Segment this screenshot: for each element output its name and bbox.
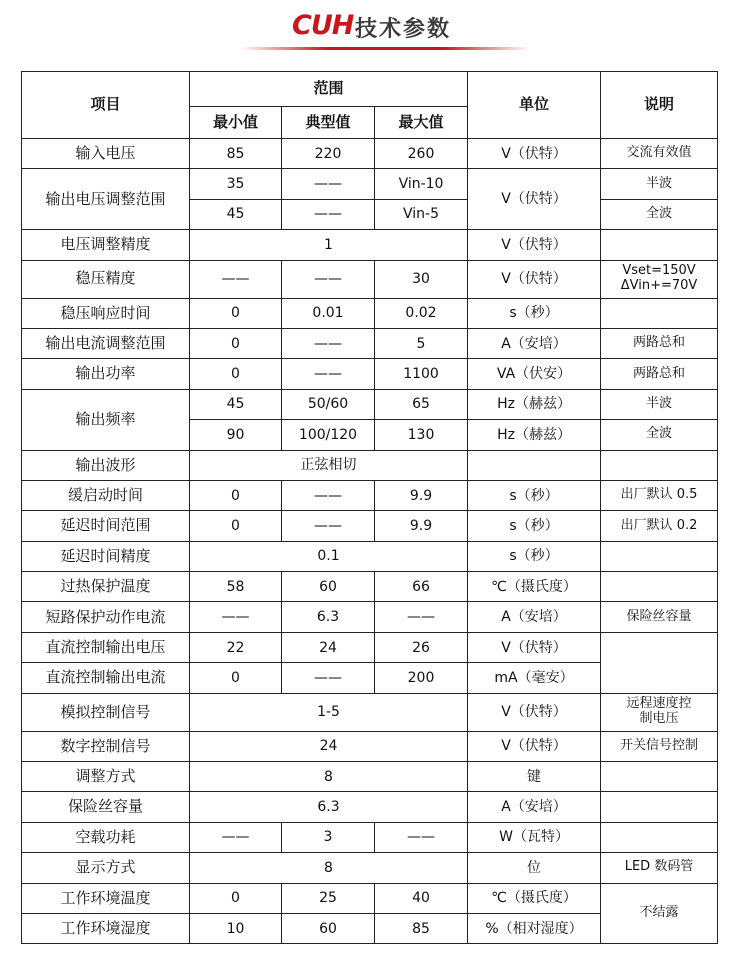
row-value: 0.1 (190, 541, 468, 571)
note-line: 远程速度控 (626, 696, 692, 712)
row-max: 1100 (375, 359, 468, 389)
row-max: 130 (375, 420, 468, 450)
row-unit: A（安培） (468, 602, 601, 632)
header-range: 范围 (190, 72, 468, 107)
row-min: 0 (190, 663, 282, 693)
header-item: 项目 (22, 72, 190, 139)
row-item: 模拟控制信号 (22, 693, 190, 731)
row-max: 40 (375, 883, 468, 913)
row-value: 1-5 (190, 693, 468, 731)
row-max: 9.9 (375, 480, 468, 510)
row-min: 85 (190, 139, 282, 169)
row-value: 8 (190, 762, 468, 792)
row-typ: 220 (282, 139, 375, 169)
row-unit: V（伏特） (468, 139, 601, 169)
row-note: 出厂默认 0.2 (601, 511, 718, 541)
table-row (22, 139, 718, 169)
page-title: 技术参数 (355, 17, 452, 42)
row-item: 稳压精度 (22, 260, 190, 298)
row-typ: —— (282, 511, 375, 541)
row-unit: mA（毫安） (468, 663, 601, 693)
row-min: 22 (190, 632, 282, 662)
row-item: 稳压响应时间 (22, 298, 190, 328)
row-min: —— (190, 260, 282, 298)
header-min: 最小值 (190, 107, 282, 139)
row-unit: ℃（摄氏度） (468, 883, 601, 913)
row-note: 不结露 (601, 883, 718, 944)
table-row (22, 328, 718, 358)
row-note: 保险丝容量 (601, 602, 718, 632)
header-unit: 单位 (468, 72, 601, 139)
row-note (601, 693, 718, 731)
row-min: —— (190, 602, 282, 632)
row-note: 全波 (601, 199, 718, 229)
row-typ: —— (282, 169, 375, 199)
table-row (22, 853, 718, 883)
row-unit: V（伏特） (468, 693, 601, 731)
row-min: 10 (190, 913, 282, 943)
row-typ: 24 (282, 632, 375, 662)
row-max: 65 (375, 389, 468, 419)
row-unit: s（秒） (468, 541, 601, 571)
table-row (22, 230, 718, 260)
row-note (601, 792, 718, 822)
row-note (601, 260, 718, 298)
table-row (22, 169, 718, 199)
row-note (601, 541, 718, 571)
row-value: 1 (190, 230, 468, 260)
table-row (22, 298, 718, 328)
spec-table (21, 71, 718, 944)
row-item: 调整方式 (22, 762, 190, 792)
row-max: 66 (375, 572, 468, 602)
row-max: Vin-10 (375, 169, 468, 199)
row-unit: s（秒） (468, 298, 601, 328)
row-note (601, 822, 718, 852)
title-underline (240, 47, 530, 50)
table-row (22, 511, 718, 541)
table-row (22, 693, 718, 731)
table-row (22, 260, 718, 298)
row-typ: 25 (282, 883, 375, 913)
row-value: 6.3 (190, 792, 468, 822)
row-min: 45 (190, 389, 282, 419)
row-item: 过热保护温度 (22, 572, 190, 602)
row-typ: —— (282, 199, 375, 229)
table-row (22, 632, 718, 662)
row-typ: 6.3 (282, 602, 375, 632)
table-row (22, 762, 718, 792)
row-typ: 3 (282, 822, 375, 852)
row-unit: V（伏特） (468, 169, 601, 230)
row-item: 工作环境温度 (22, 883, 190, 913)
row-value: 24 (190, 731, 468, 761)
row-note (601, 230, 718, 260)
row-item: 缓启动时间 (22, 480, 190, 510)
row-typ: 100/120 (282, 420, 375, 450)
row-unit: %（相对湿度） (468, 913, 601, 943)
row-item: 输出功率 (22, 359, 190, 389)
row-note: 开关信号控制 (601, 731, 718, 761)
row-typ: 50/60 (282, 389, 375, 419)
note-line: Vset=150V (622, 263, 696, 279)
row-item: 输出频率 (22, 389, 190, 450)
row-typ: —— (282, 260, 375, 298)
row-min: 0 (190, 883, 282, 913)
row-item: 延迟时间精度 (22, 541, 190, 571)
row-item: 数字控制信号 (22, 731, 190, 761)
table-row (22, 450, 718, 480)
row-unit: ℃（摄氏度） (468, 572, 601, 602)
row-unit: s（秒） (468, 480, 601, 510)
table-row (22, 572, 718, 602)
note-line: 制电压 (639, 711, 679, 727)
row-typ: 60 (282, 572, 375, 602)
row-typ: —— (282, 328, 375, 358)
row-item: 工作环境湿度 (22, 913, 190, 943)
row-item: 短路保护动作电流 (22, 602, 190, 632)
row-item: 输出电流调整范围 (22, 328, 190, 358)
row-min: 0 (190, 298, 282, 328)
row-unit (468, 450, 601, 480)
row-min: 0 (190, 359, 282, 389)
row-item: 直流控制输出电流 (22, 663, 190, 693)
row-unit: Hz（赫兹） (468, 389, 601, 419)
row-min: 90 (190, 420, 282, 450)
row-unit: V（伏特） (468, 731, 601, 761)
row-typ: —— (282, 663, 375, 693)
row-item: 电压调整精度 (22, 230, 190, 260)
page-header (0, 0, 747, 60)
header-note: 说明 (601, 72, 718, 139)
row-unit: 键 (468, 762, 601, 792)
table-row (22, 389, 718, 419)
row-typ: 60 (282, 913, 375, 943)
table-row (22, 792, 718, 822)
table-row (22, 883, 718, 913)
row-note: 两路总和 (601, 328, 718, 358)
row-unit: 位 (468, 853, 601, 883)
row-min: 58 (190, 572, 282, 602)
row-max: 200 (375, 663, 468, 693)
row-item: 直流控制输出电压 (22, 632, 190, 662)
row-note: 两路总和 (601, 359, 718, 389)
row-item: 显示方式 (22, 853, 190, 883)
row-unit: Hz（赫兹） (468, 420, 601, 450)
row-note (601, 298, 718, 328)
row-note (601, 572, 718, 602)
row-max: 0.02 (375, 298, 468, 328)
row-typ: —— (282, 359, 375, 389)
row-note: 全波 (601, 420, 718, 450)
row-unit: W（瓦特） (468, 822, 601, 852)
row-value: 正弦相切 (190, 450, 468, 480)
row-min: 0 (190, 480, 282, 510)
table-row (22, 822, 718, 852)
row-unit: A（安培） (468, 328, 601, 358)
row-typ: 0.01 (282, 298, 375, 328)
row-max: 5 (375, 328, 468, 358)
table-row (22, 480, 718, 510)
row-item: 输出电压调整范围 (22, 169, 190, 230)
header-typ: 典型值 (282, 107, 375, 139)
row-unit: V（伏特） (468, 632, 601, 662)
row-min: 35 (190, 169, 282, 199)
row-max: —— (375, 602, 468, 632)
row-note: 半波 (601, 389, 718, 419)
row-max: 9.9 (375, 511, 468, 541)
row-max: —— (375, 822, 468, 852)
table-row (22, 541, 718, 571)
row-typ: —— (282, 480, 375, 510)
header-max: 最大值 (375, 107, 468, 139)
table-row (22, 602, 718, 632)
row-item: 空载功耗 (22, 822, 190, 852)
row-note: 出厂默认 0.5 (601, 480, 718, 510)
row-item: 输入电压 (22, 139, 190, 169)
row-note: 半波 (601, 169, 718, 199)
row-note: LED 数码管 (601, 853, 718, 883)
row-min: —— (190, 822, 282, 852)
row-max: 30 (375, 260, 468, 298)
row-max: Vin-5 (375, 199, 468, 229)
row-min: 0 (190, 511, 282, 541)
row-unit: V（伏特） (468, 230, 601, 260)
row-value: 8 (190, 853, 468, 883)
row-max: 260 (375, 139, 468, 169)
row-item: 输出波形 (22, 450, 190, 480)
row-note (601, 632, 718, 693)
brand-logo: CUH (292, 10, 354, 41)
row-unit: VA（伏安） (468, 359, 601, 389)
table-row (22, 731, 718, 761)
row-min: 0 (190, 328, 282, 358)
table-row (22, 359, 718, 389)
note-line: ΔVin+=70V (620, 278, 698, 294)
row-unit: A（安培） (468, 792, 601, 822)
row-max: 85 (375, 913, 468, 943)
row-unit: s（秒） (468, 511, 601, 541)
row-note: 交流有效值 (601, 139, 718, 169)
row-note (601, 450, 718, 480)
row-item: 延迟时间范围 (22, 511, 190, 541)
row-unit: V（伏特） (468, 260, 601, 298)
row-max: 26 (375, 632, 468, 662)
row-item: 保险丝容量 (22, 792, 190, 822)
row-min: 45 (190, 199, 282, 229)
row-note (601, 762, 718, 792)
